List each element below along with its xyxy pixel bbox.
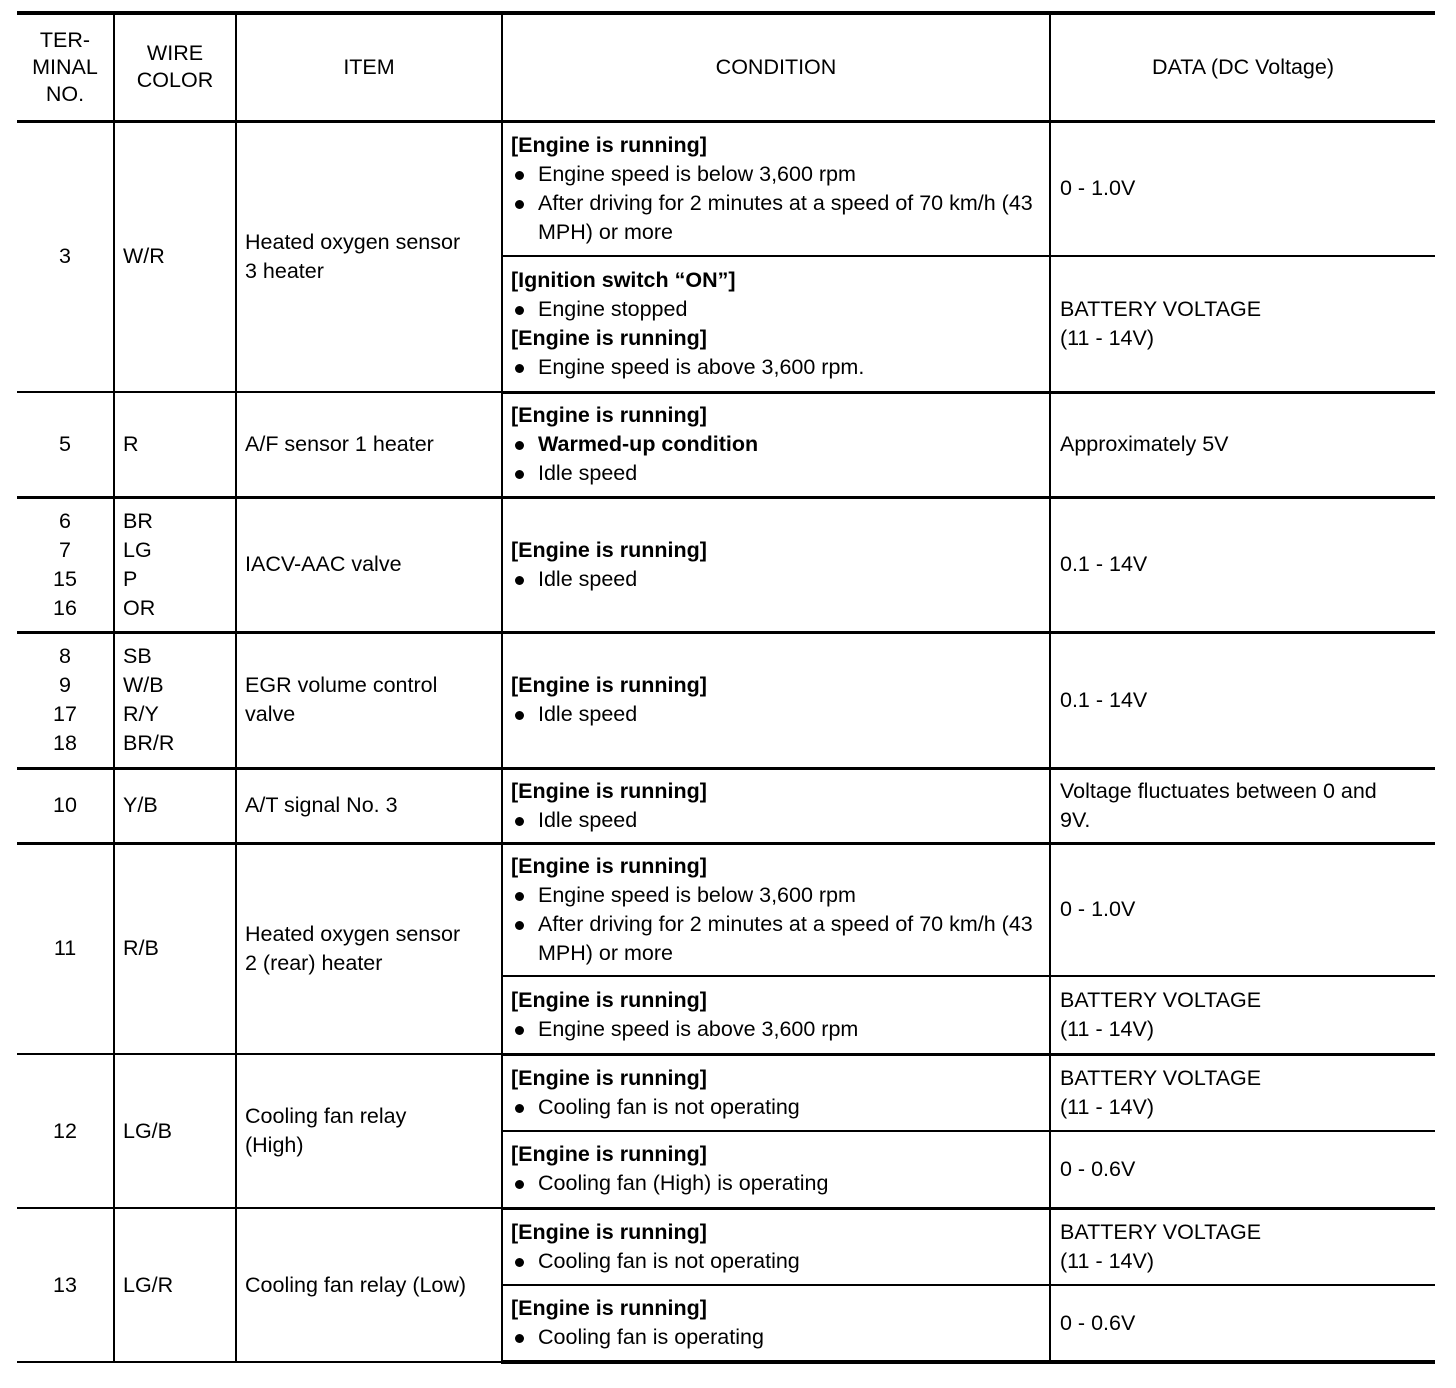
terminal-no: 11 [53,936,77,961]
terminal-no: 10 [53,793,77,817]
table-row [17,1054,1435,1131]
header-data: DATA (DC Voltage) [1050,13,1435,121]
table-row [17,121,1435,256]
data-voltage-cell: BATTERY VOLTAGE (11 - 14V) [1050,976,1435,1054]
condition-header: [Engine is running] [511,853,707,878]
terminal-no-cell [17,497,114,632]
wire-color: LG [123,537,152,562]
condition-header: [Engine is running] [511,987,707,1012]
wire-color: LG/B [123,1118,172,1143]
table-row [17,768,1435,843]
wire-color-cell [114,843,236,1054]
data-voltage-cell: 0 - 1.0V [1050,843,1435,976]
condition-cell [502,1054,1050,1131]
table-row [17,392,1435,497]
terminal-no: 12 [53,1118,77,1143]
condition-bullet: Engine speed is above 3,600 rpm [511,1015,1043,1044]
condition-cell [502,1208,1050,1285]
wire-color: W/R [123,244,165,269]
wire-color: SB [123,644,152,668]
condition-bullet: Cooling fan is not operating [511,1093,1043,1122]
terminal-no-cell [17,392,114,497]
condition-bullet: Engine speed is below 3,600 rpm [511,881,1043,910]
terminal-no: 7 [59,537,71,562]
wire-color-cell [114,632,236,768]
header-terminal-no: TER- MINAL NO. [17,13,114,121]
item-cell: Cooling fan relay (High) [236,1054,502,1208]
wire-color-cell [114,768,236,843]
condition-header: [Engine is running] [511,132,707,157]
wire-color: BR [123,508,153,533]
condition-header: [Engine is running] [511,1296,707,1320]
condition-bullet: Cooling fan (High) is operating [511,1169,1043,1198]
table-row [17,1208,1435,1285]
condition-header: [Engine is running] [511,1219,707,1244]
condition-bullet: Idle speed [511,565,1043,594]
wire-color: R [123,431,139,456]
data-voltage-cell: BATTERY VOLTAGE (11 - 14V) [1050,1054,1435,1131]
wire-color-cell [114,392,236,497]
wire-color-cell [114,1054,236,1208]
terminal-no-cell [17,632,114,768]
terminal-no: 6 [59,508,71,533]
condition-header: [Engine is running] [511,673,707,697]
data-voltage-cell: 0.1 - 14V [1050,497,1435,632]
data-voltage-cell: 0 - 0.6V [1050,1131,1435,1208]
terminal-no: 5 [59,431,71,456]
table-row [17,632,1435,768]
condition-cell [502,256,1050,392]
wire-color: LG/R [123,1272,174,1297]
table-row [17,843,1435,976]
condition-bullet: Engine speed is above 3,600 rpm. [511,353,1043,382]
condition-cell [502,976,1050,1054]
condition-bullet: Warmed-up condition [511,430,1043,459]
terminal-no: 9 [59,673,71,697]
condition-cell [502,1285,1050,1362]
wire-color: R/Y [123,702,159,726]
terminal-no-cell [17,1054,114,1208]
wire-color: OR [123,595,156,620]
condition-bullet: Engine speed is below 3,600 rpm [511,160,1043,189]
condition-header: [Engine is running] [511,1142,707,1167]
wire-color: R/B [123,936,159,961]
condition-header: [Engine is running] [511,1065,707,1090]
terminal-no: 8 [59,644,71,668]
condition-cell [502,497,1050,632]
item-cell: Heated oxygen sensor 3 heater [236,121,502,392]
data-voltage-cell: BATTERY VOLTAGE (11 - 14V) [1050,256,1435,392]
condition-bullet: Idle speed [511,459,1043,488]
header-row [17,13,1435,121]
item-cell: Cooling fan relay (Low) [236,1208,502,1362]
header-wire-color: WIRE COLOR [114,13,236,121]
item-cell: A/T signal No. 3 [236,768,502,843]
wire-color-cell [114,121,236,392]
condition-header: [Engine is running] [511,778,707,803]
data-voltage-cell: Voltage fluctuates between 0 and 9V. [1050,768,1435,843]
condition-bullet: After driving for 2 minutes at a speed of 70 km/h (43 MPH) or more [511,910,1043,968]
condition-bullet: Engine stopped [511,295,1043,324]
condition-cell [502,843,1050,976]
data-voltage-cell: Approximately 5V [1050,392,1435,497]
terminal-no-cell [17,768,114,843]
table-row [17,497,1435,632]
terminal-no: 17 [53,702,77,726]
data-voltage-cell: 0 - 1.0V [1050,121,1435,256]
table-body [17,121,1435,1362]
condition-cell [502,768,1050,843]
terminal-no: 15 [53,566,77,591]
terminal-no: 13 [53,1272,77,1297]
terminal-no: 16 [53,595,77,620]
terminal-no-cell [17,1208,114,1362]
condition-header: [Engine is running] [511,537,707,562]
condition-bullet: Idle speed [511,700,1043,729]
wire-color: P [123,566,138,591]
condition-cell [502,392,1050,497]
wire-color: BR/R [123,731,175,755]
item-cell: Heated oxygen sensor 2 (rear) heater [236,843,502,1054]
item-cell: A/F sensor 1 heater [236,392,502,497]
header-item: ITEM [236,13,502,121]
data-voltage-cell: BATTERY VOLTAGE (11 - 14V) [1050,1208,1435,1285]
terminal-no: 18 [53,731,77,755]
terminal-data-table [17,11,1435,1364]
condition-cell [502,121,1050,256]
item-cell: IACV-AAC valve [236,497,502,632]
item-cell: EGR volume control valve [236,632,502,768]
wire-color: W/B [123,673,164,697]
condition-bullet: After driving for 2 minutes at a speed of 70 km/h (43 MPH) or more [511,189,1043,247]
terminal-no-cell [17,121,114,392]
data-voltage-cell: 0.1 - 14V [1050,632,1435,768]
terminal-no: 3 [59,244,71,269]
condition-bullet: Cooling fan is not operating [511,1247,1043,1276]
condition-bullet: Idle speed [511,806,1043,835]
terminal-no-cell [17,843,114,1054]
condition-cell [502,632,1050,768]
condition-header: [Engine is running] [511,325,707,350]
condition-header: [Engine is running] [511,403,707,427]
condition-cell [502,1131,1050,1208]
header-condition: CONDITION [502,13,1050,121]
wire-color-cell [114,497,236,632]
data-voltage-cell: 0 - 0.6V [1050,1285,1435,1362]
condition-header: [Ignition switch “ON”] [511,267,736,292]
wire-color: Y/B [123,793,158,817]
condition-bullet: Cooling fan is operating [511,1323,1043,1352]
wire-color-cell [114,1208,236,1362]
